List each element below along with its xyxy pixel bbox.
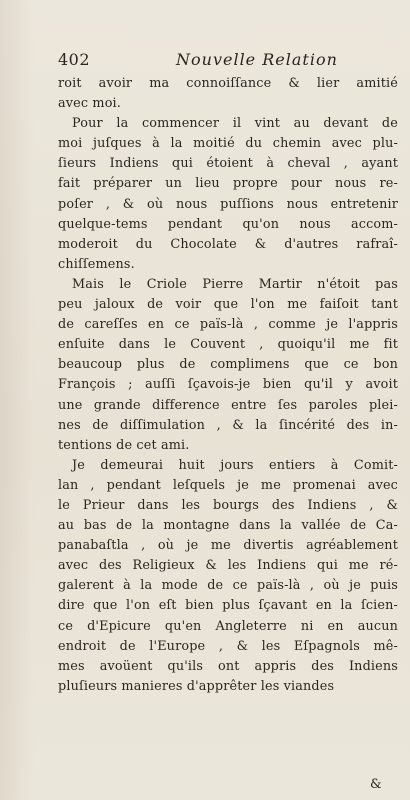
text-line: Pour la commencer il vint au devant de — [72, 116, 398, 132]
text-line: roit avoir ma connoiſſance & lier amitié — [58, 76, 398, 91]
text-line: galerent à la mode de ce païs-là , où je puis — [58, 578, 398, 594]
text-line: moi juſques à la moitié du chemin avec plu- — [58, 136, 398, 152]
text-line: peu jaloux de voir que l'on me faiſoit tant — [58, 297, 398, 313]
text-line: mes avoüent qu'ils ont appris des Indiens — [58, 658, 398, 674]
text-line: ce d'Epicure qu'en Angleterre ni en aucun — [58, 618, 398, 634]
text-line: Mais le Criole Pierre Martir n'étoit pas — [72, 276, 398, 292]
body-text — [58, 74, 398, 697]
text-line: François ; auſſi ſçavois-je bien qu'il y avoit — [58, 377, 398, 393]
text-line: pluſieurs manieres d'apprêter les viandes — [58, 678, 335, 694]
text-line: ſieurs Indiens qui étoient à cheval , ayant — [58, 156, 398, 172]
text-line: avec moi. — [58, 96, 122, 112]
text-line: Je demeurai huit jours entiers à Comit- — [72, 457, 398, 473]
text-line: beaucoup plus de complimens que ce bon — [58, 357, 398, 373]
page-header — [58, 50, 398, 72]
catchword: & — [370, 777, 382, 792]
text-line: moderoit du Chocolate & d'autres rafraî- — [58, 236, 398, 252]
text-line: fait préparer un lieu propre pour nous re- — [58, 176, 398, 192]
text-line: chiſſemens. — [58, 256, 135, 272]
text-line: au bas de la montagne dans la vallée de Ca- — [58, 518, 398, 534]
text-line: de careſſes en ce païs-là , comme je l'appris — [58, 317, 398, 333]
text-line: nes de diſſimulation , & la ſincérité des in- — [58, 417, 398, 433]
text-line: panabaſtla , où je me divertis agréablement — [58, 538, 398, 554]
text-line: dire que l'on eſt bien plus ſçavant en la ſcien- — [58, 598, 398, 614]
text-line: tentions de cet ami. — [58, 437, 190, 453]
running-title: Nouvelle Relation — [176, 50, 338, 69]
text-line: une grande difference entre ſes paroles plei- — [58, 397, 398, 413]
text-line: lan , pendant leſquels je me promenai avec — [58, 477, 398, 493]
page-number: 402 — [58, 50, 91, 69]
text-line: endroit de l'Europe , & les Eſpagnols mê- — [58, 638, 398, 654]
text-line: avec des Religieux & les Indiens qui me ré- — [58, 558, 398, 574]
text-line: quelque-tems pendant qu'on nous accom- — [58, 216, 398, 232]
text-line: le Prieur dans les bourgs des Indiens , & — [58, 497, 398, 513]
text-line: enſuite dans le Couvent , quoiqu'il me fit — [58, 337, 398, 353]
text-line: poſer , & où nous puſſions nous entretenir — [58, 196, 398, 212]
